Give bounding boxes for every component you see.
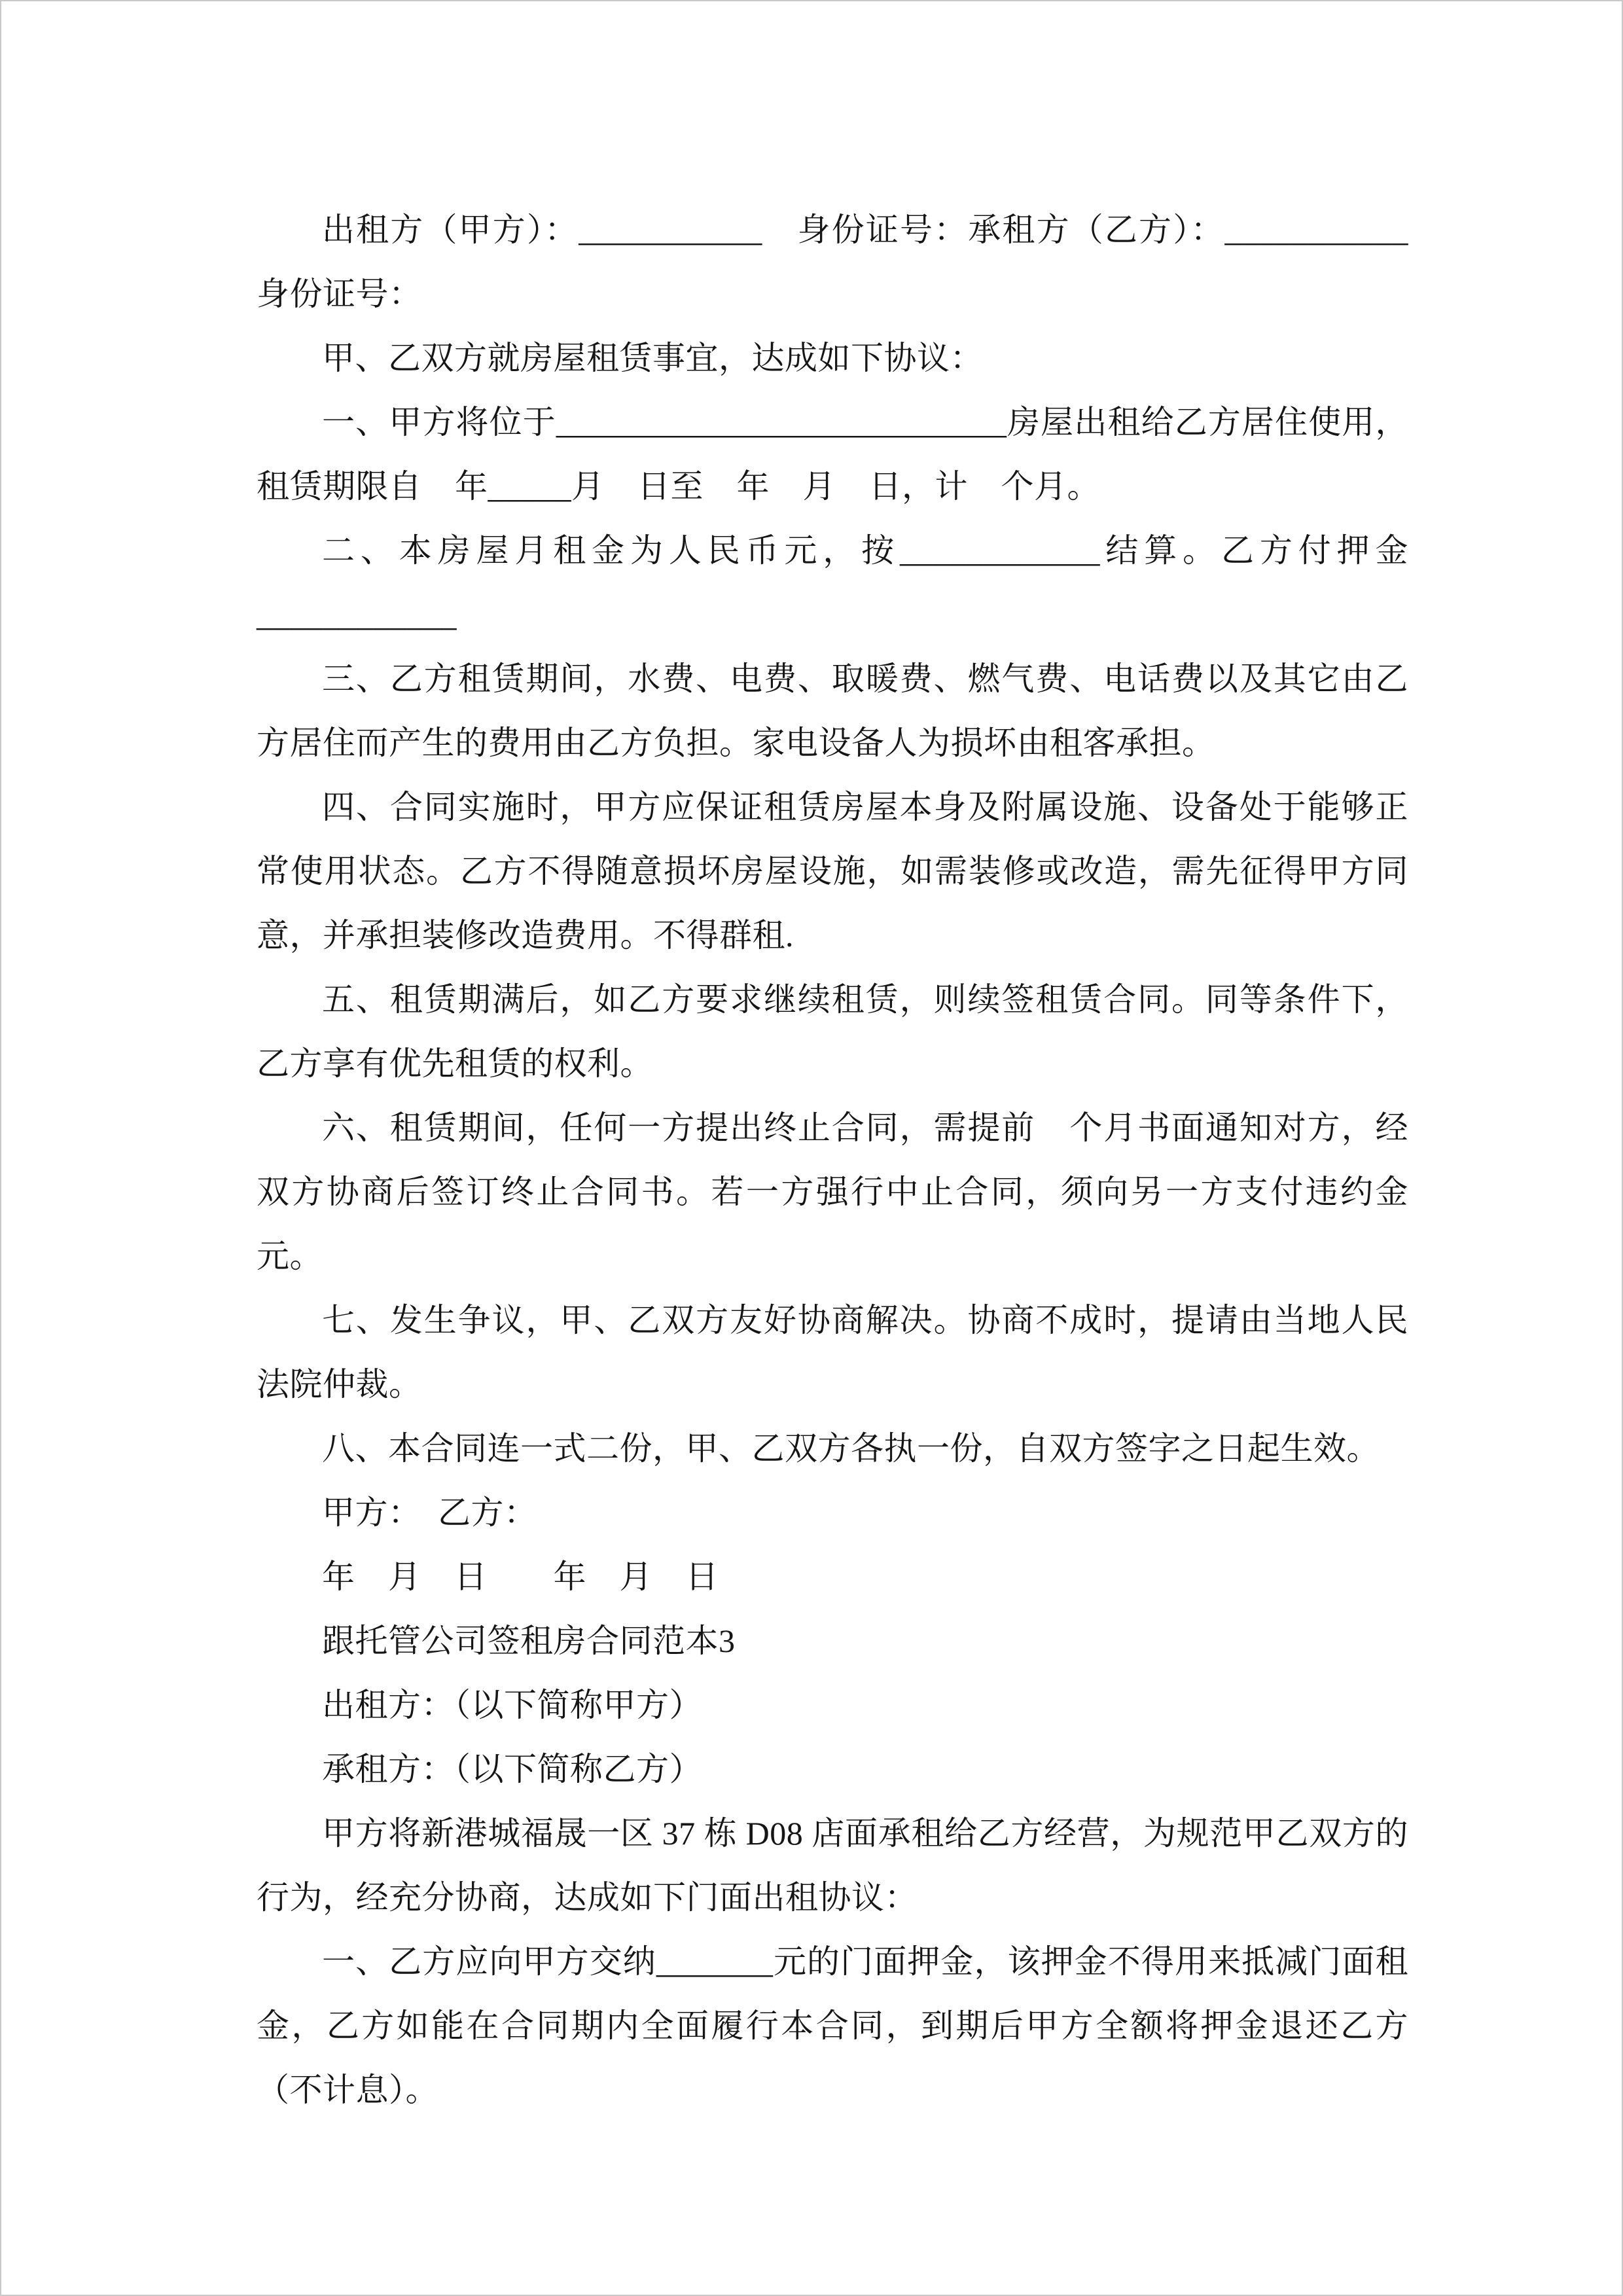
clause-5: 五、租赁期满后，如乙方要求继续租赁，则续签租赁合同。同等条件下，乙方享有优先租赁的权利。	[257, 981, 1408, 1082]
clause-1: 一、甲方将位于___________________________房屋出租给乙方居住使用，租赁期限自 年_____月 日至 年 月 日，计 个月。	[257, 404, 1408, 505]
clause-8: 八、本合同连一式二份，甲、乙双方各执一份，自双方签字之日起生效。	[322, 1430, 1380, 1467]
clause-2-blank: ____________	[257, 596, 457, 633]
party-line: 出租方（甲方）：___________ 身份证号：承租方（乙方）：___________ 身份证号：	[257, 211, 1442, 312]
lessee-line: 承租方：（以下简称乙方）	[322, 1751, 702, 1787]
clause-6: 六、租赁期间，任何一方提出终止合同，需提前 个月书面通知对方，经双方协商后签订终止合同书。若一方强行中止合同，须向另一方支付违约金 元。	[257, 1109, 1442, 1274]
signature-line: 甲方： 乙方：	[322, 1494, 537, 1531]
section-title: 跟托管公司签租房合同范本3	[322, 1623, 736, 1659]
clause-3: 三、乙方租赁期间，水费、电费、取暖费、燃气费、电话费以及其它由乙方居住而产生的费用由乙方负担。家电设备人为损坏由租客承担。	[257, 660, 1408, 761]
clause-4: 四、合同实施时，甲方应保证租赁房屋本身及附属设施、设备处于能够正常使用状态。乙方不得随意损坏房屋设施，如需装修或改造，需先征得甲方同意，并承担装修改造费用。不得群租.	[257, 789, 1408, 954]
clause-2: 二、本房屋月租金为人民币元，按____________结算。乙方付押金	[322, 532, 1408, 569]
date-line: 年 月 日 年 月 日	[322, 1558, 719, 1595]
shop-clause-1: 一、乙方应向甲方交纳_______元的门面押金，该押金不得用来抵减门面租金，乙方如能在合同期内全面履行本合同，到期后甲方全额将押金退还乙方（不计息）。	[257, 1943, 1408, 2108]
shop-intro: 甲方将新港城福晟一区 37 栋 D08 店面承租给乙方经营，为规范甲乙双方的行为，经充分协商，达成如下门面出租协议：	[257, 1815, 1408, 1916]
agreement-intro: 甲、乙双方就房屋租赁事宜，达成如下协议：	[322, 340, 983, 376]
lessor-line: 出租方：（以下简称甲方）	[322, 1687, 702, 1723]
document-body	[257, 198, 1442, 2122]
clause-7: 七、发生争议，甲、乙双方友好协商解决。协商不成时，提请由当地人民法院仲裁。	[257, 1302, 1408, 1403]
